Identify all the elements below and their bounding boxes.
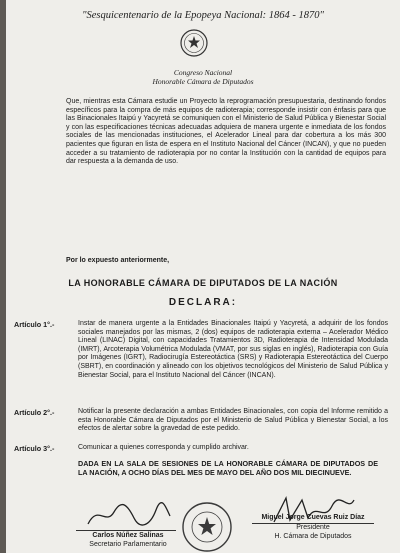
- left-signatory-role: Secretario Parlamentario: [89, 541, 167, 548]
- document-page: [6, 0, 400, 553]
- por-lo-expuesto: Por lo expuesto anteriormente,: [66, 257, 170, 264]
- chamber-name: Honorable Cámara de Diputados: [152, 77, 254, 86]
- right-signatory-chamber: H. Cámara de Diputados: [274, 533, 352, 540]
- article-1-label: Artículo 1°.-: [14, 320, 55, 329]
- left-signature-icon: [84, 500, 174, 530]
- right-signatory-name: Miguel Jorge Cuevas Ruiz Díaz: [261, 514, 365, 521]
- left-signatory-name: Carlos Núñez Salinas: [92, 532, 164, 539]
- right-signatory-role: Presidente: [296, 524, 330, 531]
- intro-paragraph: Que, mientras esta Cámara estudie un Proyecto la reprogramación presupuestaria, destinando fondos específicos para la compra de más equipos de radioterapia; corresponde insistir con énfasis para que las Binacionales Itaipú y Yacyretá se comuniquen con el Ministerio de Salud Pública y Bienestar Social y con las especificaciones técnicas adecuadas adquiera de manera urgente e inmediata de los fondos sociales de las mencionadas instituciones, el Acelerador Lineal para dar cobertura a los más 300 pacientes que figuran en lista de espera en el Instituto Nacional del Cáncer (INCAN), y que no pueden acceder a su tratamiento de radioterapia por no contar la Institución con la cantidad de equipos para dar respuesta a la demanda de uso.: [66, 98, 386, 166]
- article-2-text: Notificar la presente declaración a ambas Entidades Binacionales, con copia del Informe remitido a esta Honorable Cámara de Diputados por el Ministerio de Salud Pública y Bienestar Social, a los efectos de alertar sobre la gravedad de este pedido.: [78, 408, 388, 433]
- article-1-text: Instar de manera urgente a la Entidades Binacionales Itaipú y Yacyretá, a adquirir de los fondos sociales manejados por las mismas, 2 (dos) equipos de radioterapia externa – Acelerador Médico Lineal (LINAC) Digital, con capacidades Tratamientos 3D, Radioterapia de Intensidad Modulada (IMRT), Arcoterapia Volumétrica Modulada (VMAT, por sus siglas en inglés), Radioterapia con Guía por Imágenes (IGRT), Radiocirugía Estereotáctica (SRS) y Radioterapia Estereotáctica del Cuerpo (SBRT), en coordinación y alineado con los objetivos tecnológicos del Ministerio de Salud Pública y Bienestar Social, para el Instituto Nacional del Cáncer (INCAN).: [78, 320, 388, 379]
- motto-line: "Sesquicentenario de la Epopeya Nacional: 1864 - 1870": [82, 10, 324, 21]
- left-signature-line: [76, 530, 176, 531]
- official-stamp-icon: [180, 500, 234, 553]
- chamber-heading: LA HONORABLE CÁMARA DE DIPUTADOS DE LA NACIÓN: [68, 278, 338, 288]
- article-3-text: Comunicar a quienes corresponda y cumplido archivar.: [78, 444, 249, 451]
- article-3-label: Artículo 3°.-: [14, 444, 55, 453]
- declara-heading: DECLARA:: [168, 297, 238, 308]
- closing-statement: DADA EN LA SALA DE SESIONES DE LA HONORABLE CÁMARA DE DIPUTADOS DE LA NACIÓN, A OCHO DÍAS DEL MES DE MAYO DEL AÑO DOS MIL DIECINUEVE.: [78, 459, 378, 477]
- article-2-label: Artículo 2°.-: [14, 408, 55, 417]
- national-seal-icon: [179, 28, 209, 58]
- institution-name: Congreso Nacional: [173, 68, 233, 77]
